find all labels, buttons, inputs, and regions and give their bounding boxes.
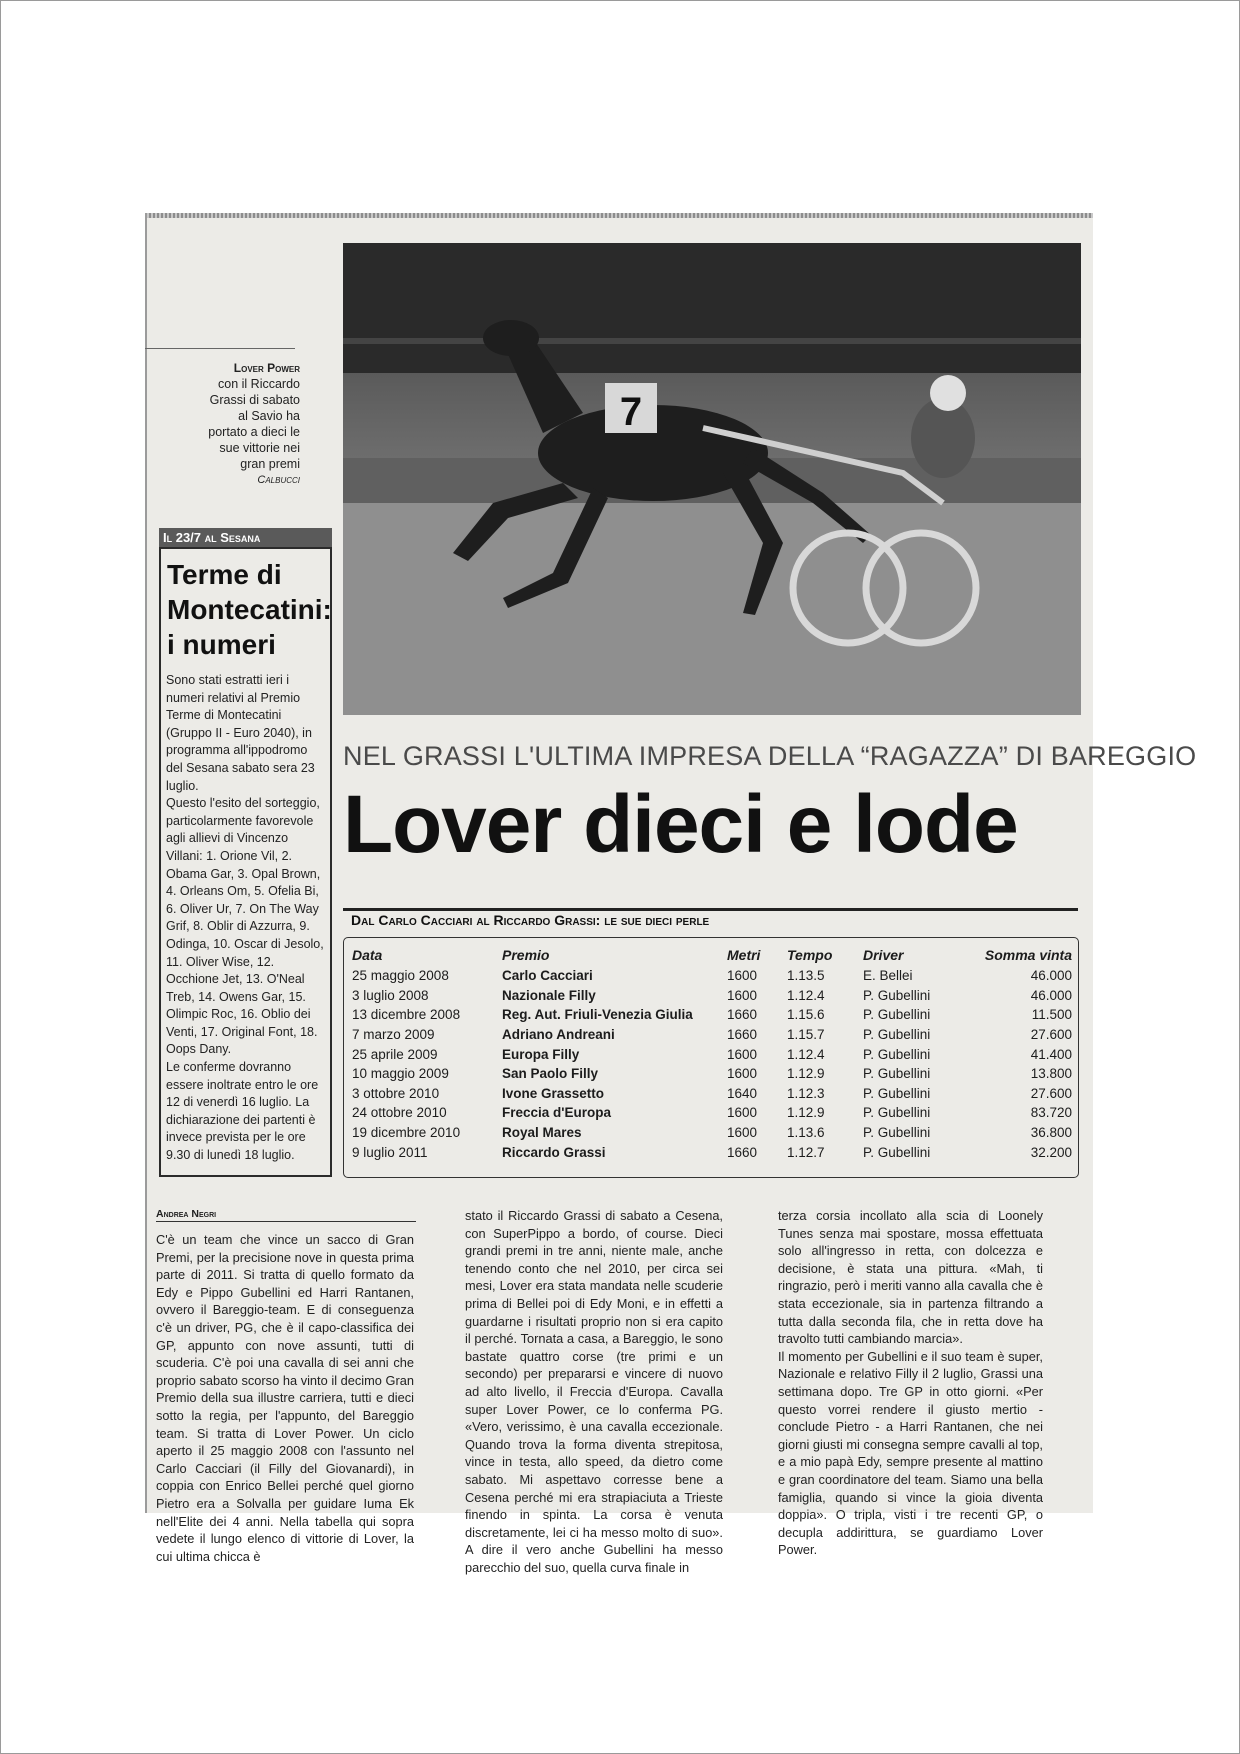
cell-data: 19 dicembre 2010 bbox=[352, 1125, 461, 1141]
headline-kicker: NEL GRASSI L'ULTIMA IMPRESA DELLA “RAGAZZA” DI BAREGGIO bbox=[343, 741, 1197, 771]
article-column-3 bbox=[778, 1207, 1043, 1559]
cell-driver: P. Gubellini bbox=[863, 1046, 931, 1062]
horse-sulky-illustration bbox=[343, 243, 1081, 715]
cell-premio: Royal Mares bbox=[502, 1125, 582, 1141]
photo-caption bbox=[200, 360, 300, 488]
cell-somma: 83.720 bbox=[1030, 1105, 1072, 1121]
cell-data: 25 maggio 2008 bbox=[352, 968, 449, 984]
cell-data: 7 marzo 2009 bbox=[352, 1027, 435, 1043]
article-paragraph: stato il Riccardo Grassi di sabato a Cesena, con SuperPippo a bordo, of course. Dieci grandi premi in tre anni, niente male, anche tenendo conto che nel 2010, per circa sei mesi, Lover era stata mandata nelle scuderie prima di Bellei poi di Edy Moni, e in effetti a guardarne i risultati proprio non si era capito il perché. Tornata a casa, a Bareggio, le sono bastate quattro corse (tre primi e un secondo) per prepararsi e vincere di nuovo ad alto livello, il Freccia d'Europa. Cavalla super Lover Power, ce lo conferma PG. «Vero, verissimo, è una cavalla eccezionale. Quando trova la forma diventa strepitosa, vince in testa, allo speed, da dietro come sabato. Mi aspettavo corresse bene a Cesena perché mi era strapiaciuta a Trieste finendo in spinta. La corsa è venuta discretamente, lei ci ha messo molto di suo». A dire il vero anche Gubellini ha messo parecchio del suo, quella curva finale in bbox=[465, 1208, 723, 1575]
table-rule bbox=[343, 908, 1078, 911]
cell-somma: 27.600 bbox=[1030, 1085, 1072, 1101]
cell-tempo: 1.12.9 bbox=[787, 1066, 825, 1082]
table-row bbox=[352, 1025, 1072, 1045]
cell-driver: P. Gubellini bbox=[863, 1007, 931, 1023]
race-photo bbox=[343, 243, 1081, 715]
cell-premio: Ivone Grassetto bbox=[502, 1085, 605, 1101]
table-body bbox=[352, 966, 1072, 1162]
sidebar-body bbox=[166, 672, 326, 1165]
table-row bbox=[352, 1005, 1072, 1025]
table-row bbox=[352, 1123, 1072, 1143]
cell-data: 3 ottobre 2010 bbox=[352, 1085, 440, 1101]
cell-driver: P. Gubellini bbox=[863, 1085, 931, 1101]
cell-metri: 1600 bbox=[727, 1046, 758, 1062]
cell-metri: 1640 bbox=[727, 1085, 758, 1101]
sidebar-tag: Il 23/7 al Sesana bbox=[159, 528, 332, 547]
cell-tempo: 1.15.6 bbox=[787, 1007, 825, 1023]
header-metri: Metri bbox=[727, 947, 761, 963]
cell-premio: Riccardo Grassi bbox=[502, 1144, 606, 1160]
cell-driver: P. Gubellini bbox=[863, 1027, 931, 1043]
cell-data: 13 dicembre 2008 bbox=[352, 1007, 461, 1023]
cell-data: 3 luglio 2008 bbox=[352, 987, 429, 1003]
cell-premio: Europa Filly bbox=[502, 1046, 580, 1062]
cell-somma: 36.800 bbox=[1030, 1125, 1072, 1141]
cell-metri: 1660 bbox=[727, 1027, 758, 1043]
cell-metri: 1600 bbox=[727, 1125, 758, 1141]
caption-name: Lover Power bbox=[233, 361, 300, 375]
cell-driver: P. Gubellini bbox=[863, 1066, 931, 1082]
cell-tempo: 1.12.4 bbox=[787, 987, 825, 1003]
cell-tempo: 1.13.6 bbox=[787, 1125, 825, 1141]
cell-premio: Carlo Cacciari bbox=[502, 968, 593, 984]
cell-somma: 13.800 bbox=[1030, 1066, 1072, 1082]
table-row bbox=[352, 1084, 1072, 1104]
cell-driver: P. Gubellini bbox=[863, 1125, 931, 1141]
table-row bbox=[352, 1044, 1072, 1064]
cell-somma: 41.400 bbox=[1030, 1046, 1072, 1062]
sidebar-title: Terme di Montecatini: i numeri bbox=[167, 559, 332, 660]
sidebar-paragraph: Questo l'esito del sorteggio, particolarmente favorevole agli allievi di Vincenzo Villani: 1. Orione Vil, 2. Obama Gar, 3. Opal Brown, 4. Orleans Om, 5. Ofelia Bi, 6. Oliver Ur, 7. On The Way Grif, 8. Oblir di Azzurra, 9. Odinga, 10. Oscar di Jesolo, 11. Oliver Wise, 12. Occhione Jet, 13. O'Neal Treb, 14. Owens Gar, 15. Olimpic Roc, 16. Oblio dei Venti, 17. Original Font, 18. Oops Dany. bbox=[166, 796, 324, 1057]
cell-tempo: 1.12.3 bbox=[787, 1085, 825, 1101]
caption-text: con il Riccardo Grassi di sabato al Savio ha portato a dieci le sue vittorie nei gran premi bbox=[208, 377, 300, 471]
cell-somma: 27.600 bbox=[1030, 1027, 1072, 1043]
article-paragraph: Il momento per Gubellini e il suo team è super, Nazionale e relativo Filly il 2 luglio, Grassi una settimana dopo. Tre GP in otto giorni. «Per questo vorrei rendere il giusto mertio - conclude Pietro - a Harri Rantanen, che nei giorni giusti mi consegna sempre cavalli al top, e a mio papà Edy, sempre presente al mattino e gran coordinatore del team. Siamo una bella famiglia, quando si vince la gioia diventa doppia». O tripla, visti i tre recenti GP, o decupla addirittura, se guardiamo Lover Power. bbox=[778, 1348, 1043, 1558]
table-row bbox=[352, 1142, 1072, 1162]
table-title: Dal Carlo Cacciari al Riccardo Grassi: le sue dieci perle bbox=[351, 912, 710, 928]
cell-metri: 1600 bbox=[727, 1105, 758, 1121]
cell-premio: Reg. Aut. Friuli-Venezia Giulia bbox=[502, 1007, 693, 1023]
table-row bbox=[352, 1103, 1072, 1123]
article-paragraph: terza corsia incollato alla scia di Loonely Tunes senza mai spostare, mossa effettuata solo all'ingresso in retta, con dolcezza e decisione, è stata una pittura. «Mah, ti ringrazio, però i meriti vanno alla cavalla che è stata eccezionale, sia in partenza filtrando a tutta dalla seconda fila, che in retta dove ha travolto tutti cambiando marcia». bbox=[778, 1208, 1043, 1347]
table-header-row bbox=[352, 944, 1072, 966]
cell-tempo: 1.15.7 bbox=[787, 1027, 825, 1043]
table-row bbox=[352, 966, 1072, 986]
grandstand-rail bbox=[343, 338, 1081, 344]
header-somma: Somma vinta bbox=[984, 947, 1072, 963]
cell-tempo: 1.12.9 bbox=[787, 1105, 825, 1121]
cell-driver: P. Gubellini bbox=[863, 1144, 931, 1160]
header-tempo: Tempo bbox=[787, 947, 833, 963]
table-row bbox=[352, 986, 1072, 1006]
cell-metri: 1660 bbox=[727, 1144, 758, 1160]
header-driver: Driver bbox=[863, 947, 904, 963]
cell-somma: 32.200 bbox=[1030, 1144, 1072, 1160]
cell-tempo: 1.13.5 bbox=[787, 968, 825, 984]
cell-driver: P. Gubellini bbox=[863, 987, 931, 1003]
header-premio: Premio bbox=[502, 947, 550, 963]
cell-driver: E. Bellei bbox=[863, 968, 913, 984]
headline-title: Lover dieci e lode bbox=[343, 779, 1018, 870]
caption-credit: Calbucci bbox=[257, 474, 300, 486]
caption-rule bbox=[145, 348, 295, 349]
article-column-2 bbox=[465, 1207, 723, 1576]
cell-data: 10 maggio 2009 bbox=[352, 1066, 449, 1082]
article-column-1 bbox=[156, 1231, 414, 1565]
cell-data: 9 luglio 2011 bbox=[352, 1144, 428, 1160]
cell-somma: 46.000 bbox=[1030, 987, 1072, 1003]
article-paragraph: C'è un team che vince un sacco di Gran Premi, per la precisione nove in questa prima parte di 2011. Si tratta di quello formato da Edy e Pippo Gubellini ed Harri Rantanen, ovvero il Bareggio-team. E di conseguenza c'è un driver, PG, che è il capo-classifica dei GP, appunto con nove assunti, tutti di scuderia. C'è poi una cavalla di sei anni che proprio sabato scorso ha vinto il decimo Gran Premio della sua illustre carriera, tutti e dieci sotto la regia, per l'appunto, del Bareggio team. Si tratta di Lover Power. Un ciclo aperto il 25 maggio 2008 con l'assunto nel Carlo Cacciari (il Filly del Giovanardi), in coppia con Enrico Bellei perché quel giorno Pietro era a Solvalla per guidare Iuma Ek nell'Elite dei 4 anni. Nella tabella qui sopra vedete il lungo elenco di vittorie di Lover, la cui ultima chicca è bbox=[156, 1232, 414, 1564]
cell-metri: 1660 bbox=[727, 1007, 758, 1023]
cell-metri: 1600 bbox=[727, 968, 758, 984]
saddle-number: 7 bbox=[619, 390, 643, 434]
cell-somma: 11.500 bbox=[1031, 1007, 1072, 1023]
cell-premio: Freccia d'Europa bbox=[502, 1105, 611, 1121]
cell-tempo: 1.12.4 bbox=[787, 1046, 825, 1062]
cell-tempo: 1.12.7 bbox=[787, 1144, 825, 1160]
cell-metri: 1600 bbox=[727, 1066, 758, 1082]
victories-table bbox=[352, 944, 1072, 1162]
cell-premio: San Paolo Filly bbox=[502, 1066, 599, 1082]
sidebar-paragraph: Le conferme dovranno essere inoltrate entro le ore 12 di venerdì 16 luglio. La dichiarazione dei partenti è invece prevista per le ore 9.30 di lunedì 18 luglio. bbox=[166, 1060, 319, 1163]
byline: Andrea Negri bbox=[156, 1208, 416, 1222]
grandstand bbox=[343, 243, 1081, 373]
sidebar-paragraph: Sono stati estratti ieri i numeri relativi al Premio Terme di Montecatini (Gruppo II - Euro 2040), in programma all'ippodromo del Sesana sabato sera 23 luglio. bbox=[166, 673, 315, 793]
header-data: Data bbox=[352, 947, 383, 963]
cell-somma: 46.000 bbox=[1030, 968, 1072, 984]
clipping-edge bbox=[145, 213, 147, 1513]
cell-metri: 1600 bbox=[727, 987, 758, 1003]
driver bbox=[911, 375, 975, 478]
cell-driver: P. Gubellini bbox=[863, 1105, 931, 1121]
cell-data: 25 aprile 2009 bbox=[352, 1046, 438, 1062]
cell-premio: Nazionale Filly bbox=[502, 987, 596, 1003]
cell-premio: Adriano Andreani bbox=[502, 1027, 615, 1043]
table-row bbox=[352, 1064, 1072, 1084]
cell-data: 24 ottobre 2010 bbox=[352, 1105, 447, 1121]
